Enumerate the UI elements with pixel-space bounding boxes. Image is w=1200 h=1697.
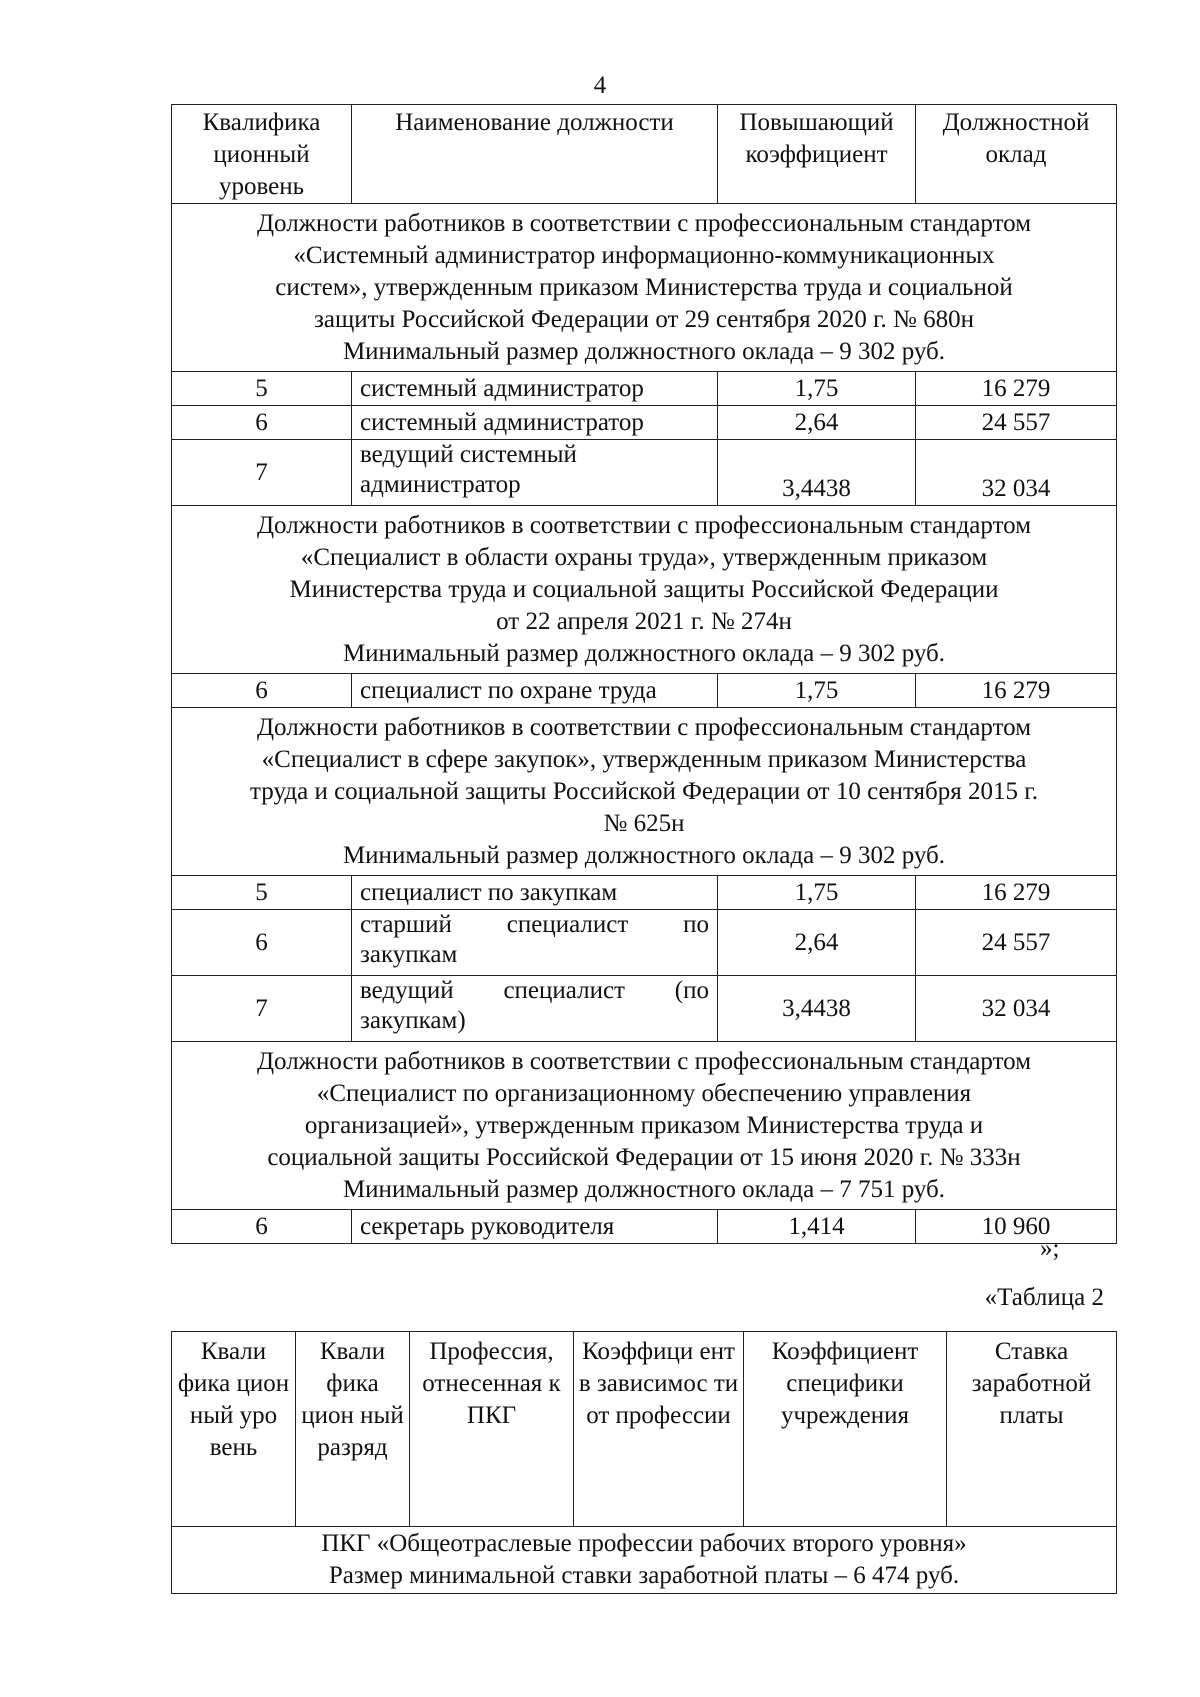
table-row: [172, 876, 1117, 910]
header-wage-rate: Ставка заработной платы: [947, 1332, 1117, 1527]
position-cell: секретарь руководителя: [352, 1210, 718, 1244]
coef-cell: 2,64: [718, 910, 916, 976]
min-salary-line: Минимальный размер должностного оклада – 9 302 руб.: [342, 337, 946, 365]
position-cell: системный администратор: [352, 372, 718, 406]
section-title-line: «Специалист в области охраны труда», утвержденным приказом: [300, 543, 988, 571]
table1-header-row: [172, 105, 1117, 204]
coef-cell: 1,414: [718, 1210, 916, 1244]
level-cell: 6: [172, 674, 352, 708]
position-cell: специалист по охране труда: [352, 674, 718, 708]
table-row: [172, 440, 1117, 506]
section-pkg-workers-level-2: [172, 1527, 1117, 1594]
level-cell: 7: [172, 976, 352, 1042]
salary-cell: 16 279: [916, 674, 1117, 708]
salary-table-1: [171, 104, 1117, 1244]
min-salary-line: Минимальный размер должностного оклада – 7 751 руб.: [342, 1175, 946, 1203]
header-profession: Профессия, отнесенная к ПКГ: [410, 1332, 574, 1527]
section-title-line: организацией», утвержденным приказом Министерства труда и: [304, 1111, 984, 1139]
table-row: [172, 910, 1117, 976]
coef-cell: 1,75: [718, 372, 916, 406]
section-sysadmin: [172, 204, 1117, 372]
level-cell: 5: [172, 876, 352, 910]
header-profession-coefficient: Коэффици ент в зависимос ти от профессии: [574, 1332, 744, 1527]
salary-cell: 32 034: [916, 440, 1117, 506]
section-title-line: «Системный администратор информационно-коммуникационных: [293, 241, 995, 269]
header-qualification-level: Квалифика ционный уровень: [172, 105, 352, 204]
section-title-line: социальной защиты Российской Федерации от 15 июня 2020 г. № 333н: [267, 1143, 1021, 1171]
salary-cell: 10 960: [916, 1210, 1117, 1244]
section-title-line: Министерства труда и социальной защиты Российской Федерации: [289, 575, 999, 603]
section-title-line: ПКГ «Общеотраслевые профессии рабочих второго уровня»: [321, 1530, 967, 1557]
table2-header-row: [172, 1332, 1117, 1527]
table-row: [172, 674, 1117, 708]
level-cell: 5: [172, 372, 352, 406]
min-salary-line: Размер минимальной ставки заработной платы – 6 474 руб.: [328, 1562, 960, 1589]
min-salary-line: Минимальный размер должностного оклада – 9 302 руб.: [342, 639, 946, 667]
page-number: 4: [593, 72, 607, 99]
closing-quote: »;: [1040, 1235, 1060, 1262]
coef-cell: 3,4438: [718, 440, 916, 506]
position-cell: специалист по закупкам: [352, 876, 718, 910]
table-row: [172, 976, 1117, 1042]
section-labor-safety: [172, 506, 1117, 674]
header-institution-coefficient: Коэффициент специфики учреждения: [744, 1332, 947, 1527]
table2-title: «Таблица 2: [984, 1284, 1104, 1311]
section-title-line: систем», утвержденным приказом Министерства труда и социальной: [275, 273, 1013, 301]
salary-cell: 32 034: [916, 976, 1117, 1042]
coef-cell: 2,64: [718, 406, 916, 440]
section-org-support: [172, 1042, 1117, 1210]
table-row: [172, 1210, 1117, 1244]
section-title-line: труда и социальной защиты Российской Федерации от 10 сентября 2015 г.: [250, 777, 1038, 805]
salary-table-2: [171, 1331, 1117, 1594]
section-procurement: [172, 708, 1117, 876]
min-salary-line: Минимальный размер должностного оклада – 9 302 руб.: [342, 841, 946, 869]
level-cell: 6: [172, 1210, 352, 1244]
header-salary: Должностной оклад: [916, 105, 1117, 204]
salary-cell: 24 557: [916, 910, 1117, 976]
position-cell: ведущий специалист (по закупкам): [352, 976, 718, 1042]
level-cell: 6: [172, 910, 352, 976]
section-title-line: Должности работников в соответствии с профессиональным стандартом: [256, 1047, 1032, 1075]
section-title-line: «Специалист по организационному обеспечению управления: [316, 1079, 972, 1107]
level-cell: 6: [172, 406, 352, 440]
table-row: [172, 406, 1117, 440]
section-title-line: Должности работников в соответствии с профессиональным стандартом: [256, 209, 1032, 237]
header-qualification-grade: Квали фика цион ный разряд: [296, 1332, 410, 1527]
salary-cell: 24 557: [916, 406, 1117, 440]
coef-cell: 3,4438: [718, 976, 916, 1042]
header-position-name: Наименование должности: [352, 105, 718, 204]
position-cell: ведущий системный администратор: [352, 440, 718, 506]
level-cell: 7: [172, 440, 352, 506]
section-title-line: Должности работников в соответствии с профессиональным стандартом: [256, 713, 1032, 741]
table-row: [172, 372, 1117, 406]
section-title-line: защиты Российской Федерации от 29 сентября 2020 г. № 680н: [313, 305, 975, 333]
header-qualification-level: Квали фика цион ный уро вень: [172, 1332, 296, 1527]
section-title-line: № 625н: [603, 809, 685, 837]
position-cell: системный администратор: [352, 406, 718, 440]
coef-cell: 1,75: [718, 674, 916, 708]
section-title-line: «Специалист в сфере закупок», утвержденным приказом Министерства: [261, 745, 1027, 773]
salary-cell: 16 279: [916, 876, 1117, 910]
header-coefficient: Повышающий коэффициент: [718, 105, 916, 204]
section-title-line: Должности работников в соответствии с профессиональным стандартом: [256, 511, 1032, 539]
coef-cell: 1,75: [718, 876, 916, 910]
position-cell: старший специалист по закупкам: [352, 910, 718, 976]
section-title-line: от 22 апреля 2021 г. № 274н: [496, 607, 792, 635]
salary-cell: 16 279: [916, 372, 1117, 406]
